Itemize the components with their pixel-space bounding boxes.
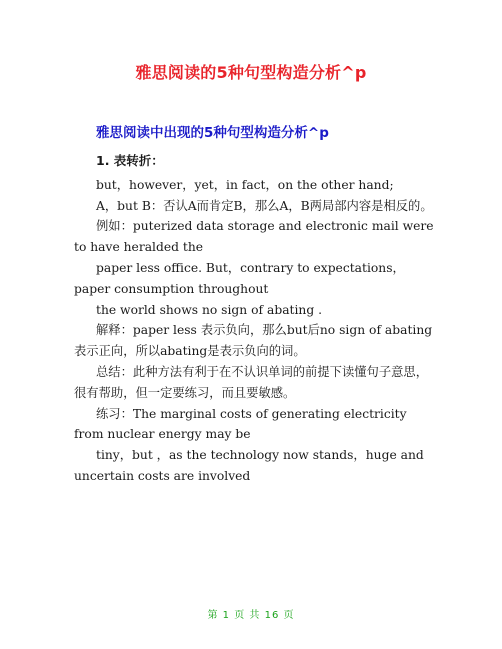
paragraph: the world shows no sign of abating . xyxy=(96,302,323,317)
paragraph: 解释：paper less 表示负向，那么but后no sign of abating 表示正向，所以abating是表示负向的词。 xyxy=(74,323,433,359)
paragraph: but，however，yet，in fact，on the other hand; xyxy=(96,177,394,192)
document-body xyxy=(74,151,438,487)
page-footer: 第 1 页 共 16 页 xyxy=(207,610,295,621)
document-title: 雅思阅读的5种句型构造分析^p xyxy=(135,63,367,82)
paragraph: 例如：puterized data storage and electronic mail were to have heralded the xyxy=(74,219,434,255)
paragraph: A，but B：否认A而肯定B，那么A，B两局部内容是相反的。 xyxy=(96,198,433,213)
paragraph: paper less office. But，contrary to expectations，paper consumption throughout xyxy=(74,260,405,296)
paragraph: 总结：此种方法有利于在不认识单词的前提下读懂句子意思，很有帮助，但一定要练习，而且要敏感。 xyxy=(74,364,429,400)
section-heading: 雅思阅读中出现的5种句型构造分析^p xyxy=(96,125,329,141)
item-heading-contrast: 1. 表转折： xyxy=(96,153,164,168)
paragraph: tiny，but ，as the technology now stands，huge and uncertain costs are involved xyxy=(74,448,424,483)
paragraph: 练习：The marginal costs of generating electricity from nuclear energy may be xyxy=(74,406,407,442)
